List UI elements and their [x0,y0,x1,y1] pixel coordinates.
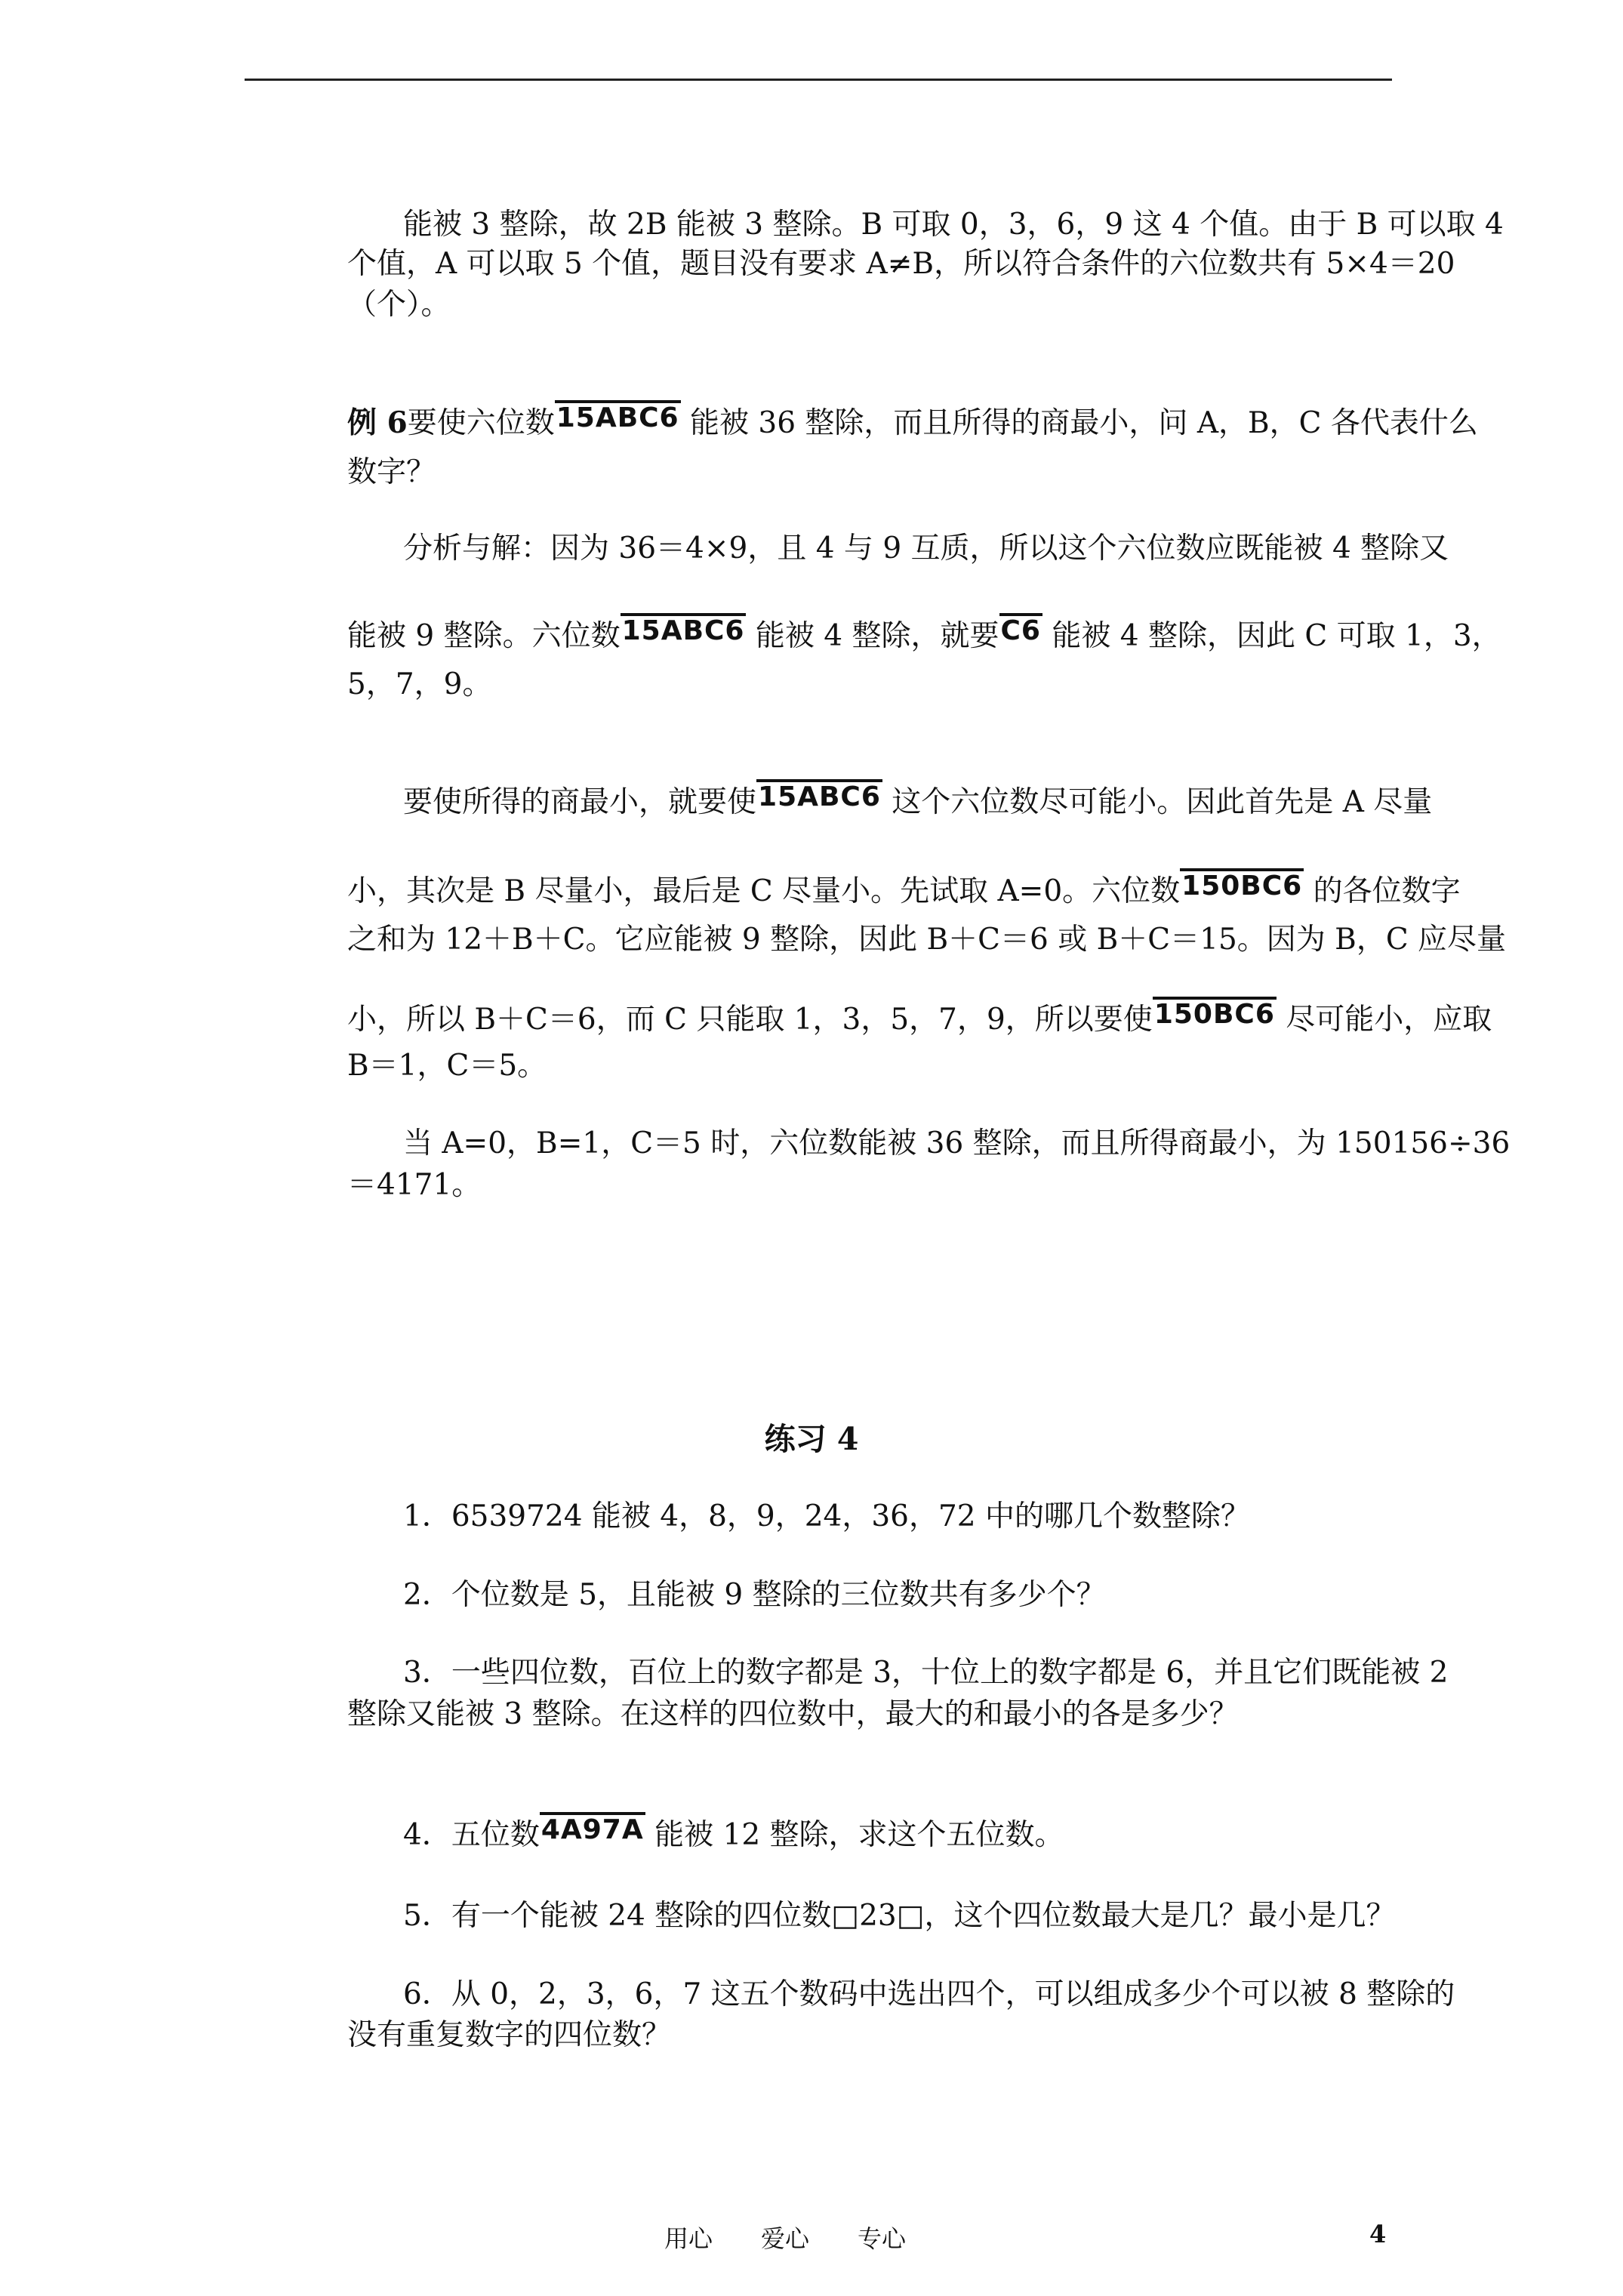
text-span: 4．五位数 [403,1818,540,1852]
text-span: 小，其次是 B 尽量小，最后是 C 尽量小。先试取 A=0。六位数 [347,874,1181,908]
overline-number: 15ABC6 [621,613,747,645]
overline-number: 4A97A [540,1812,645,1844]
text-span: 这个六位数尽可能小。因此首先是 A 尽量 [892,785,1433,819]
text-line: B＝1，C＝5。 [347,1049,547,1083]
overline-number: C6 [999,613,1042,645]
text-line [403,779,1432,817]
example-label: 例 6 [347,405,408,440]
analysis-line [347,613,1501,651]
page-number: 4 [1369,2220,1387,2248]
text-span: 能被 36 整除，而且所得的商最小，问 A，B，C 各代表什么 [690,406,1478,440]
overline-number: 150BC6 [1180,868,1304,900]
text-line [347,868,1461,906]
text-span: 的各位数字 [1313,874,1461,908]
text-span: 能被 9 整除。六位数 [347,619,621,653]
exercise-title: 练习 4 [764,1421,859,1457]
text-line [347,997,1492,1037]
text-span: 能被 4 整除，因此 C 可取 1，3， [1052,619,1501,653]
exercise-item: 6．从 0，2，3，6，7 这五个数码中选出四个，可以组成多少个可以被 8 整除的 [403,1977,1455,2011]
text-span: 尽可能小，应取 [1286,1003,1492,1037]
exercise-item: 3．一些四位数，百位上的数字都是 3，十位上的数字都是 6，并且它们既能被 2 [403,1656,1449,1690]
text-line: 当 A=0，B=1，C＝5 时，六位数能被 36 整除，而且所得商最小，为 150156÷36 [403,1126,1511,1160]
overline-number: 150BC6 [1153,997,1277,1028]
exercise-item: 5．有一个能被 24 整除的四位数□23□，这个四位数最大是几？最小是几？ [403,1899,1396,1933]
text-span: 要使六位数 [407,406,555,440]
text-span: 要使所得的商最小，就要使 [403,785,757,819]
text-span: 能被 4 整除，就要 [755,619,999,653]
header-rule [245,79,1392,81]
footer-word: 爱心 [761,2224,810,2253]
text-line: 5，7，9。 [347,667,492,701]
example-6-line [347,400,1478,438]
text-line: 能被 3 整除，故 2B 能被 3 整除。B 可取 0，3，6，9 这 4 个值。由于 B 可以取 4 [403,208,1504,242]
text-line: （个）。 [347,288,451,322]
text-line: 个值，A 可以取 5 个值，题目没有要求 A≠B，所以符合条件的六位数共有 5×4＝20 [347,247,1455,281]
exercise-item: 没有重复数字的四位数？ [347,2018,672,2052]
overline-number: 15ABC6 [756,779,882,811]
footer-motto [664,2220,954,2254]
text-span: 小，所以 B＋C＝6，而 C 只能取 1，3，5，7，9，所以要使 [347,1003,1153,1037]
text-line: 数字？ [347,455,436,489]
exercise-item: 1．6539724 能被 4，8，9，24，36，72 中的哪几个数整除？ [403,1499,1251,1533]
text-line: ＝4171。 [347,1168,482,1202]
text-span: 能被 12 整除，求这个五位数。 [654,1818,1064,1852]
exercise-item: 2．个位数是 5，且能被 9 整除的三位数共有多少个？ [403,1578,1106,1612]
overline-number: 15ABC6 [555,400,681,432]
footer-word: 用心 [664,2224,713,2253]
exercise-item [403,1812,1064,1850]
exercise-item: 整除又能被 3 整除。在这样的四位数中，最大的和最小的各是多少？ [347,1697,1239,1731]
text-line: 分析与解：因为 36＝4×9，且 4 与 9 互质，所以这个六位数应既能被 4 整除又 [403,532,1449,566]
text-line: 之和为 12＋B＋C。它应能被 9 整除，因此 B＋C＝6 或 B＋C＝15。因为 B，C 应尽量 [347,923,1507,957]
footer-word: 专心 [858,2224,907,2253]
